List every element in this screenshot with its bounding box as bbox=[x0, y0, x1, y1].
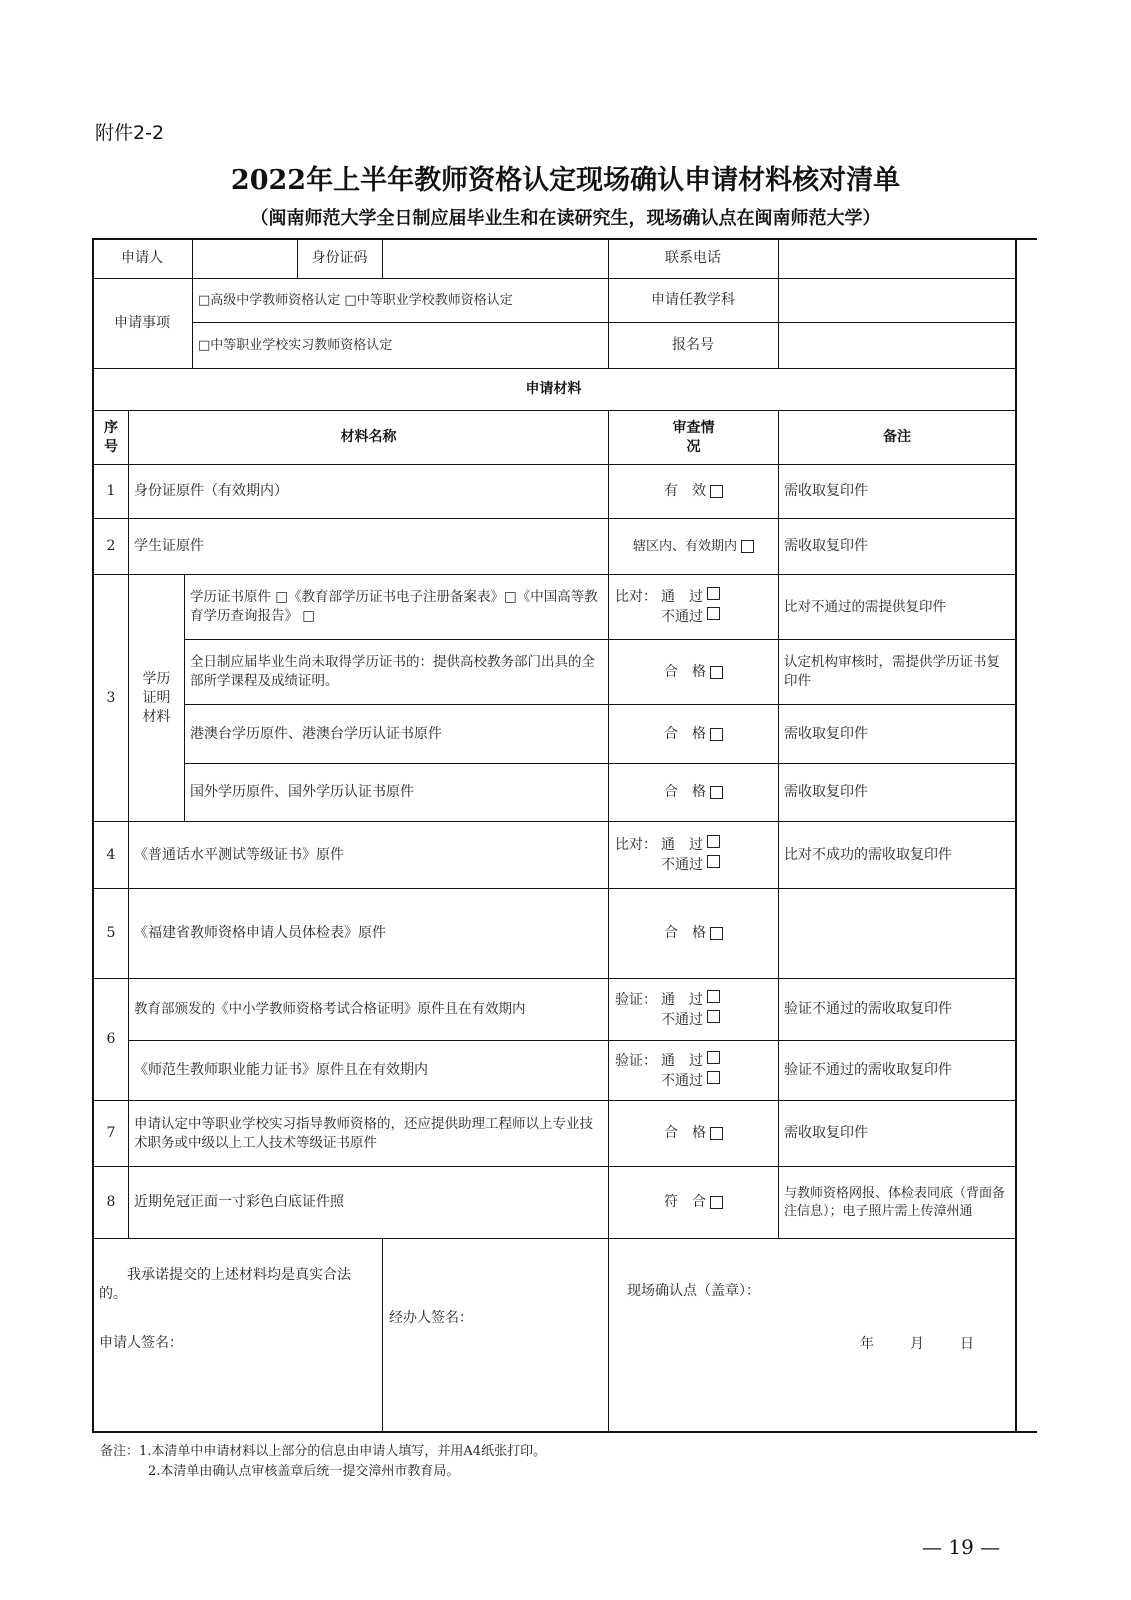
row-8-no: 8 bbox=[106, 1194, 116, 1210]
row-1-checkbox[interactable] bbox=[710, 485, 723, 498]
row-4-compare-label: 比对： bbox=[615, 837, 657, 853]
phone-field[interactable] bbox=[779, 238, 1015, 278]
col-note: 备注 bbox=[883, 429, 911, 445]
row-3a-name: 学历证书原件 □《教育部学历证书电子注册备案表》□《中国高等教育学历查询报告》 □ bbox=[190, 589, 598, 624]
row-4-note: 比对不成功的需收取复印件 bbox=[784, 846, 952, 863]
footnote-1: 备注：1.本清单中申请材料以上部分的信息由申请人填写，并用A4纸张打印。 bbox=[100, 1444, 547, 1459]
row-3b-status-label: 合 格 bbox=[664, 663, 706, 680]
subject-label: 申请任教学科 bbox=[651, 292, 735, 308]
footnote-2: 2.本清单由确认点审核盖章后统一提交漳州市教育局。 bbox=[148, 1464, 460, 1479]
row-6b-fail-checkbox[interactable] bbox=[707, 1071, 720, 1084]
row-7-no: 7 bbox=[106, 1125, 116, 1141]
applicant-signature[interactable]: 申请人签名： bbox=[99, 1334, 183, 1351]
row-2-status[interactable] bbox=[609, 519, 778, 574]
page-title: 2022年上半年教师资格认定现场确认申请材料核对清单 bbox=[230, 165, 901, 196]
row-6a-name: 教育部颁发的《中小学教师资格考试合格证明》原件且在有效期内 bbox=[134, 1001, 526, 1017]
row-6b-pass-checkbox[interactable] bbox=[707, 1051, 720, 1064]
row-7-status-label: 合 格 bbox=[664, 1125, 706, 1141]
row-1-note: 需收取复印件 bbox=[784, 483, 868, 499]
row-3d-note: 需收取复印件 bbox=[784, 784, 868, 800]
row-6b-status[interactable] bbox=[609, 1041, 778, 1100]
row-6b-fail-label: 不通过 bbox=[661, 1072, 703, 1089]
applicant-label: 申请人 bbox=[121, 249, 163, 266]
row-3a-fail-label: 不通过 bbox=[661, 609, 703, 625]
row-3c-status-label: 合 格 bbox=[664, 725, 706, 742]
row-5-note bbox=[779, 889, 1015, 978]
row-5-no: 5 bbox=[106, 925, 116, 941]
row-2-note: 需收取复印件 bbox=[784, 538, 868, 554]
promise-text: 我承诺提交的上述材料均是真实合法的。 bbox=[99, 1267, 351, 1302]
row-6b-name: 《师范生教师职业能力证书》原件且在有效期内 bbox=[134, 1062, 428, 1078]
row-3c-status[interactable] bbox=[609, 705, 778, 763]
row-6a-note: 验证不通过的需收取复印件 bbox=[784, 1001, 952, 1017]
matter-option-2[interactable]: □中等职业学校实习教师资格认定 bbox=[198, 338, 393, 353]
row-1-status[interactable] bbox=[609, 465, 778, 518]
row-3-no: 3 bbox=[106, 689, 116, 706]
row-3d-checkbox[interactable] bbox=[710, 786, 723, 799]
row-6-no: 6 bbox=[106, 1031, 116, 1047]
row-6a-verify-label: 验证： bbox=[615, 991, 657, 1008]
row-5-name: 《福建省教师资格申请人员体检表》原件 bbox=[134, 925, 386, 941]
col-name: 材料名称 bbox=[340, 429, 397, 445]
handler-signature[interactable]: 经办人签名： bbox=[389, 1309, 473, 1326]
row-4-pass-label: 通 过 bbox=[661, 837, 703, 853]
row-2-name: 学生证原件 bbox=[134, 538, 204, 554]
matter-option-1[interactable]: □高级中学教师资格认定 □中等职业学校教师资格认定 bbox=[198, 293, 513, 308]
row-3b-checkbox[interactable] bbox=[710, 666, 723, 679]
stamp-label: 现场确认点（盖章）： bbox=[627, 1282, 760, 1299]
row-4-name: 《普通话水平测试等级证书》原件 bbox=[134, 846, 344, 863]
row-7-checkbox[interactable] bbox=[710, 1127, 723, 1140]
row-1-name: 身份证原件（有效期内） bbox=[134, 483, 288, 499]
row-1-no: 1 bbox=[106, 483, 116, 499]
row-7-status[interactable] bbox=[609, 1101, 778, 1166]
row-3d-status[interactable] bbox=[609, 764, 778, 821]
row-6b-pass-label: 通 过 bbox=[661, 1052, 703, 1069]
regno-field[interactable] bbox=[779, 323, 1015, 368]
row-3c-name: 港澳台学历原件、港澳台学历认证书原件 bbox=[190, 725, 442, 742]
row-4-fail-label: 不通过 bbox=[661, 857, 703, 873]
row-3b-name: 全日制应届毕业生尚未取得学历证书的：提供高校教务部门出具的全部所学课程及成绩证明。 bbox=[190, 654, 595, 689]
page-number: — 19 — bbox=[922, 1535, 1001, 1559]
row-3a-pass-checkbox[interactable] bbox=[707, 587, 720, 600]
row-5-status[interactable] bbox=[609, 889, 778, 978]
date-day: 日 bbox=[960, 1335, 974, 1352]
row-3a-fail-checkbox[interactable] bbox=[707, 607, 720, 620]
row-4-pass-checkbox[interactable] bbox=[707, 835, 720, 848]
row-3-group: 学历证明材料 bbox=[142, 670, 171, 725]
section-title: 申请材料 bbox=[525, 381, 582, 397]
row-3b-status[interactable] bbox=[609, 640, 778, 704]
id-field[interactable] bbox=[383, 238, 608, 278]
row-7-name: 申请认定中等职业学校实习指导教师资格的，还应提供助理工程师以上专业技术职务或中级以上工人技术等级证书原件 bbox=[134, 1115, 593, 1151]
row-5-status-label: 合 格 bbox=[664, 925, 706, 941]
row-3a-status[interactable] bbox=[609, 575, 778, 639]
row-8-checkbox[interactable] bbox=[710, 1196, 723, 1209]
id-label: 身份证码 bbox=[311, 249, 368, 266]
row-2-status-label: 辖区内、有效期内 bbox=[632, 539, 737, 554]
attachment-label: 附件2-2 bbox=[95, 122, 165, 144]
row-1-status-label: 有 效 bbox=[664, 483, 706, 499]
checklist-table bbox=[92, 238, 1037, 1433]
row-3d-status-label: 合 格 bbox=[664, 784, 706, 800]
row-5-checkbox[interactable] bbox=[710, 927, 723, 940]
row-3a-pass-label: 通 过 bbox=[661, 589, 703, 605]
row-6a-status[interactable] bbox=[609, 979, 778, 1040]
row-3c-checkbox[interactable] bbox=[710, 728, 723, 741]
row-4-fail-checkbox[interactable] bbox=[707, 855, 720, 868]
row-7-note: 需收取复印件 bbox=[784, 1125, 868, 1141]
row-3b-note: 认定机构审核时，需提供学历证书复印件 bbox=[784, 654, 1000, 689]
page-subtitle: （闽南师范大学全日制应届毕业生和在读研究生，现场确认点在闽南师范大学） bbox=[250, 208, 881, 229]
row-6a-fail-label: 不通过 bbox=[661, 1011, 703, 1028]
row-8-status-label: 符 合 bbox=[664, 1194, 706, 1210]
row-4-no: 4 bbox=[106, 846, 116, 863]
subject-field[interactable] bbox=[779, 279, 1015, 322]
row-4-status[interactable] bbox=[609, 822, 778, 888]
row-6a-fail-checkbox[interactable] bbox=[707, 1010, 720, 1023]
row-8-name: 近期免冠正面一寸彩色白底证件照 bbox=[134, 1194, 344, 1210]
row-2-no: 2 bbox=[106, 538, 116, 554]
col-seq: 序号 bbox=[104, 419, 118, 455]
row-8-status[interactable] bbox=[609, 1167, 778, 1238]
date-year: 年 bbox=[860, 1335, 874, 1352]
row-3a-compare-label: 比对： bbox=[615, 589, 657, 605]
row-8-note: 与教师资格网报、体检表同底（背面备注信息）；电子照片需上传漳州通 bbox=[784, 1185, 1006, 1219]
row-2-checkbox[interactable] bbox=[741, 540, 754, 553]
row-6b-note: 验证不通过的需收取复印件 bbox=[784, 1062, 952, 1078]
applicant-field[interactable] bbox=[193, 238, 297, 278]
row-6a-pass-checkbox[interactable] bbox=[707, 990, 720, 1003]
row-6b-verify-label: 验证： bbox=[615, 1052, 657, 1069]
row-3d-name: 国外学历原件、国外学历认证书原件 bbox=[190, 784, 414, 800]
col-review: 审查情况 bbox=[672, 419, 715, 455]
regno-label: 报名号 bbox=[672, 337, 714, 353]
phone-label: 联系电话 bbox=[665, 249, 721, 266]
row-3a-note: 比对不通过的需提供复印件 bbox=[784, 598, 946, 615]
row-6a-pass-label: 通 过 bbox=[661, 991, 703, 1008]
date-month: 月 bbox=[910, 1335, 924, 1352]
matter-label: 申请事项 bbox=[114, 315, 170, 331]
row-3c-note: 需收取复印件 bbox=[784, 725, 868, 742]
